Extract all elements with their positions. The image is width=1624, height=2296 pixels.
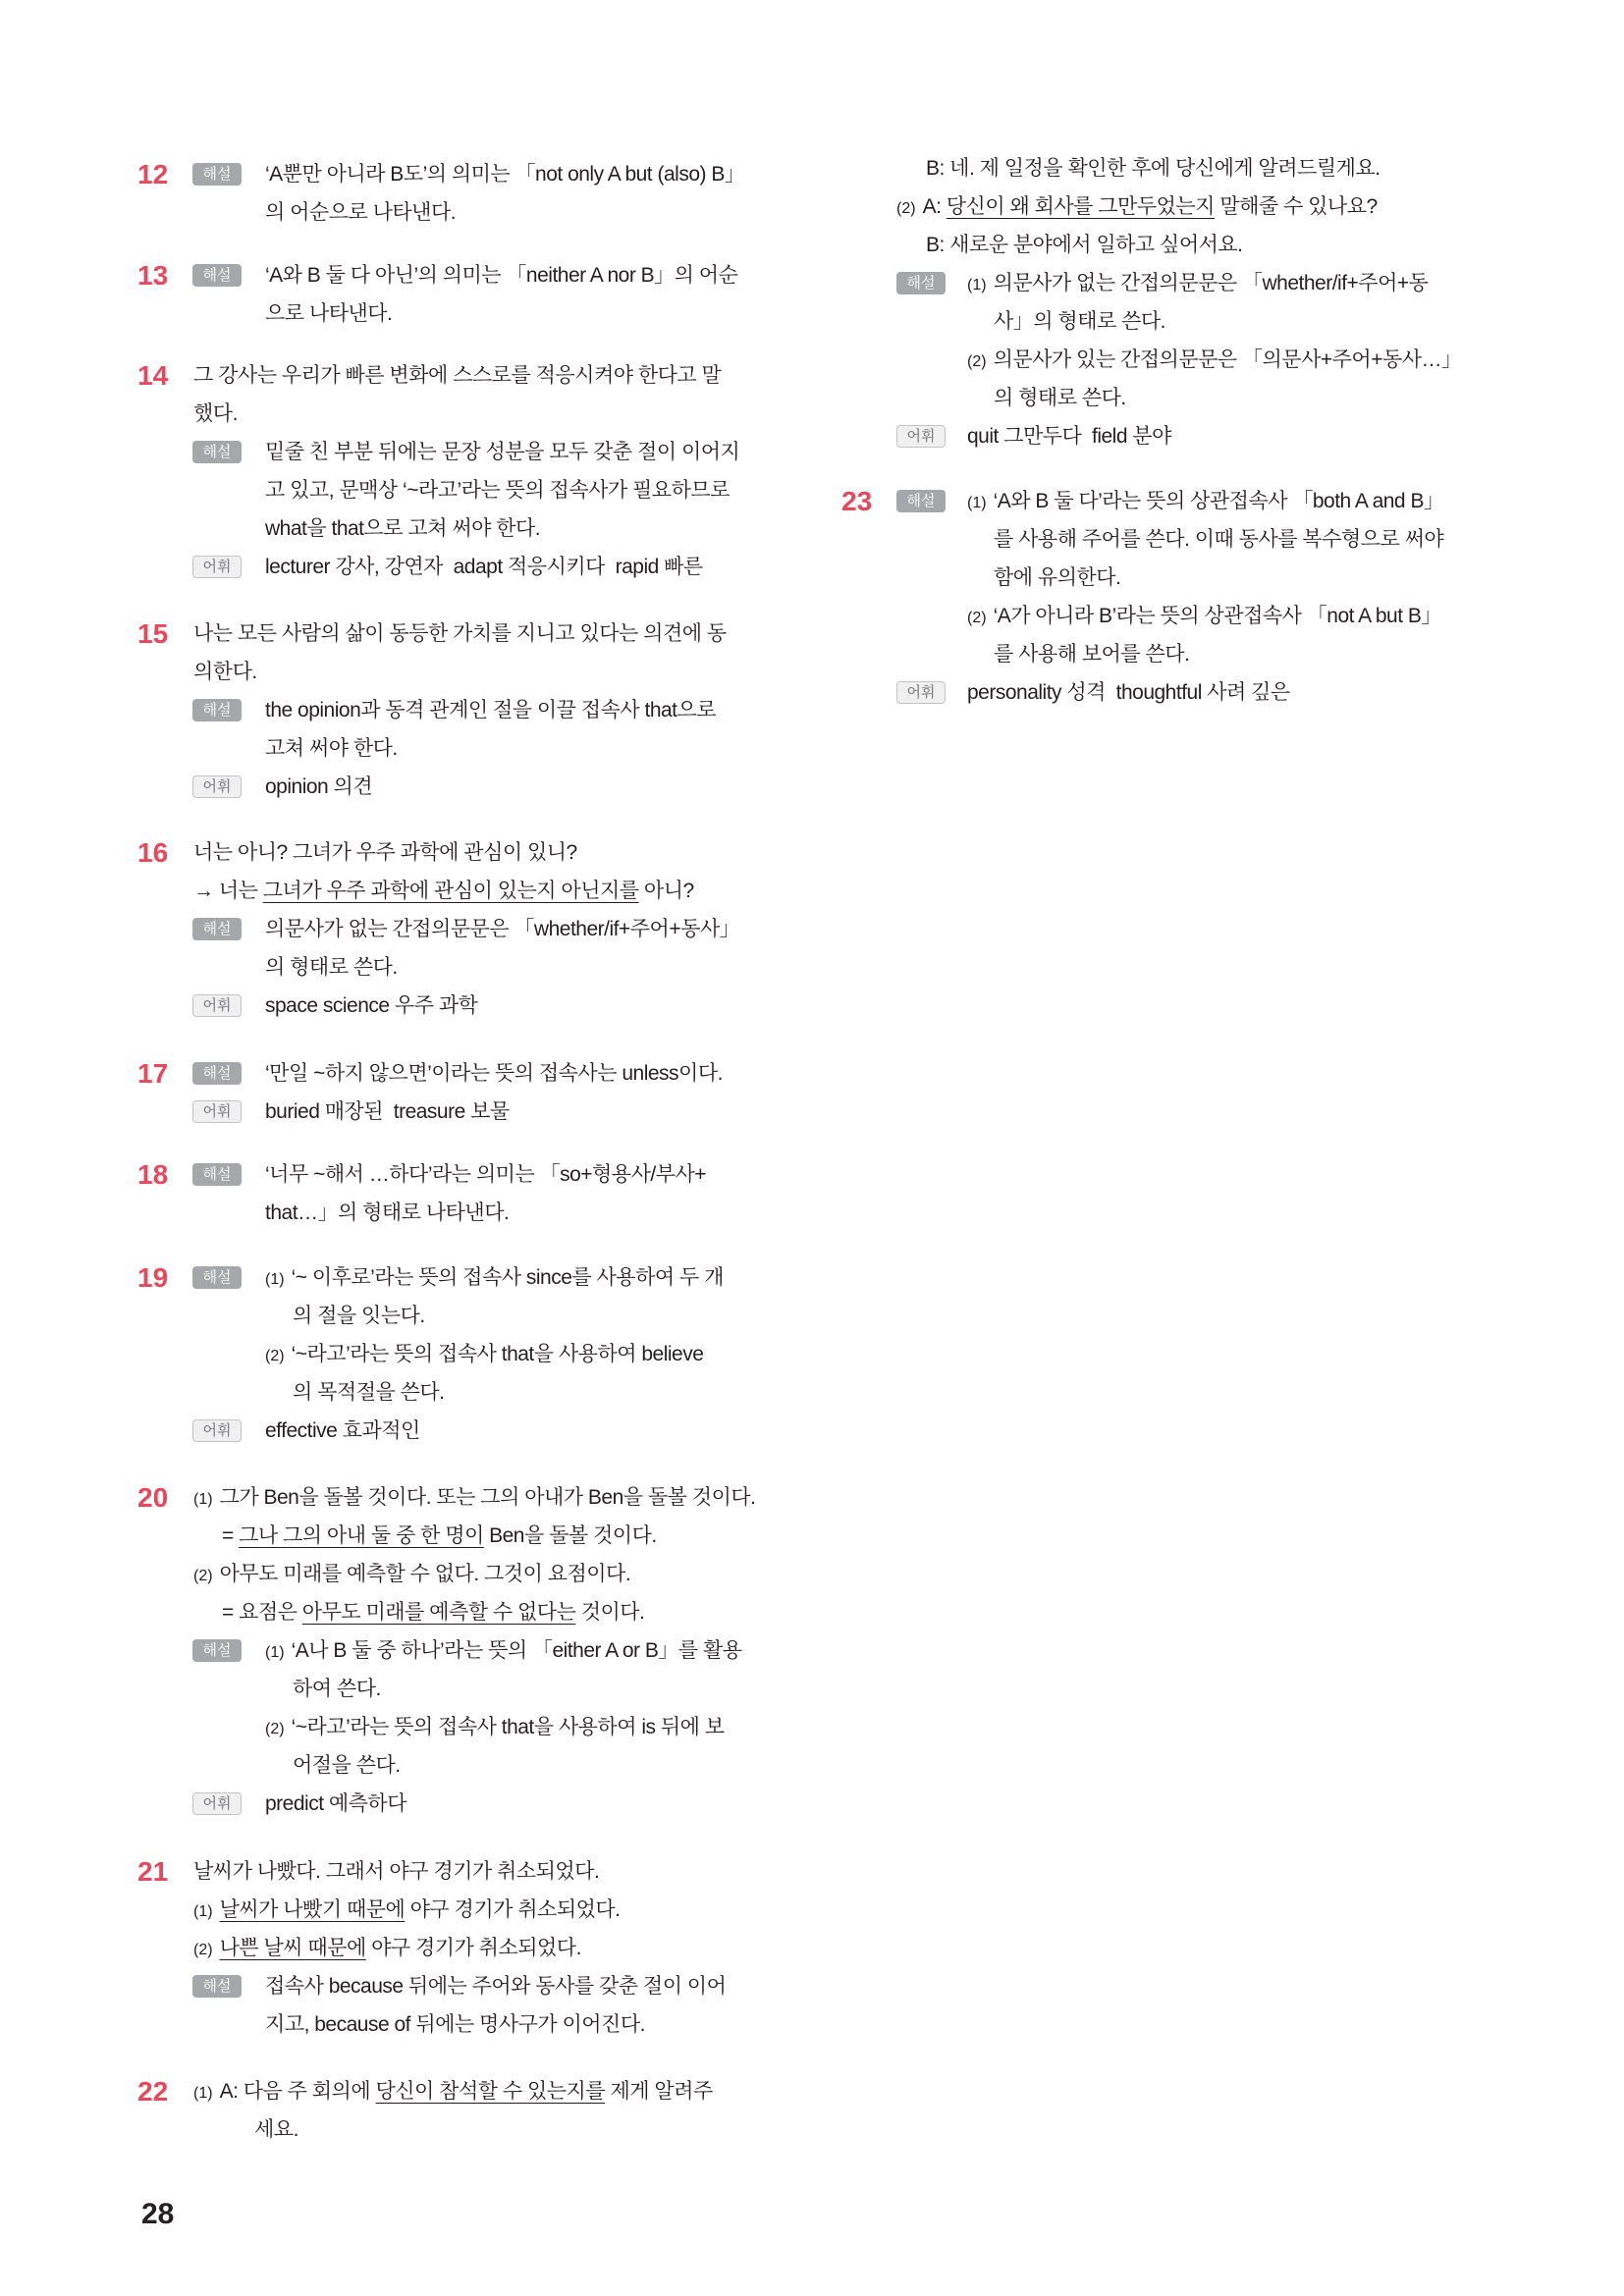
explanation-badge: 해설 <box>192 264 242 287</box>
explanation-text: ‘A나 B 둘 중 하나’라는 뜻의 「either A or B」를 활용 <box>291 1639 742 1662</box>
answer-line <box>137 548 825 586</box>
vocabulary-text: lecturer 강사, 강연자 adapt 적응시키다 rapid 빠른 <box>265 556 703 578</box>
answer-item-21 <box>137 1852 825 2044</box>
answer-line <box>841 597 1519 635</box>
answer-line <box>137 1373 825 1412</box>
item-label: (2) <box>265 1348 285 1364</box>
item-label: (1) <box>193 1903 213 1920</box>
dialogue-continued: 세요. <box>254 2118 298 2141</box>
sentence-prefix: → 너는 <box>193 880 263 902</box>
speaker-label: A: <box>219 2080 239 2103</box>
explanation-text: ‘만일 ~하지 않으면’이라는 뜻의 접속사는 unless이다. <box>265 1062 723 1085</box>
answer-line <box>137 1631 825 1670</box>
question-number: 14 <box>137 360 169 391</box>
explanation-text: 의문사가 있는 간접의문문은 「의문사+주어+동사…」 <box>993 348 1462 371</box>
vocabulary-text: effective 효과적인 <box>265 1419 420 1442</box>
question-number: 12 <box>137 159 169 189</box>
answer-line <box>841 187 1519 226</box>
answer-line <box>137 1093 825 1131</box>
explanation-text: 접속사 because 뒤에는 주어와 동사를 갖춘 절이 이어 <box>265 1975 727 1998</box>
answer-line <box>137 471 825 509</box>
explanation-text: ‘~라고’라는 뜻의 접속사 that을 사용하여 believe <box>291 1343 704 1365</box>
answer-line <box>841 559 1519 597</box>
item-label: (2) <box>967 610 987 626</box>
vocabulary-text: space science 우주 과학 <box>265 994 478 1017</box>
original-sentence <box>193 1555 630 1595</box>
answer-line <box>137 1194 825 1232</box>
explanation-text: that…」의 형태로 나타낸다. <box>265 1201 510 1224</box>
answer-line <box>841 482 1519 520</box>
underlined-text: 그나 그의 아내 둘 중 한 명이 <box>239 1524 484 1547</box>
item-label: (2) <box>265 1721 285 1737</box>
sentence-suffix: 말해줄 수 있나요? <box>1214 195 1378 218</box>
sentence-prefix: = <box>222 1524 240 1547</box>
answer-line <box>137 256 825 294</box>
explanation-text: ‘너무 ~해서 …하다’라는 의미는 「so+형용사/부사+ <box>265 1163 707 1186</box>
answer-item-17 <box>137 1054 825 1131</box>
answer-item-19 <box>137 1258 825 1450</box>
page-number: 28 <box>141 2198 175 2230</box>
explanation-text: 고 있고, 문맥상 ‘~라고’라는 뜻의 접속사가 필요하므로 <box>265 479 730 502</box>
item-label: (1) <box>193 2085 213 2102</box>
answer-line <box>137 691 825 729</box>
question-number: 22 <box>137 2076 169 2107</box>
answer-line <box>137 833 825 872</box>
translation-text: 그가 Ben을 돌볼 것이다. 또는 그의 아내가 Ben을 돌볼 것이다. <box>219 1486 756 1509</box>
translation-text: 했다. <box>193 402 238 425</box>
answer-line <box>137 1929 825 1967</box>
answer-line <box>137 1555 825 1593</box>
explanation-badge: 해설 <box>192 1975 242 1998</box>
explanation-badge: 해설 <box>192 1639 242 1662</box>
explanation-text: 밑줄 친 부분 뒤에는 문장 성분을 모두 갖춘 절이 이어지 <box>265 441 740 463</box>
sentence-suffix: 아니? <box>638 880 694 902</box>
explanation-text: 의 형태로 쓴다. <box>994 387 1126 409</box>
answer-line <box>137 1258 825 1297</box>
answer-line <box>841 226 1519 264</box>
answer-item-22 <box>137 2072 825 2149</box>
speaker-label: B: <box>926 234 945 256</box>
answer-line <box>137 1478 825 1517</box>
explanation-point <box>265 1708 725 1748</box>
answer-line <box>137 2005 825 2044</box>
question-number: 21 <box>137 1856 169 1887</box>
answer-line <box>137 2110 825 2149</box>
underlined-text: 날씨가 나빴기 때문에 <box>219 1898 406 1921</box>
answer-line <box>137 1852 825 1891</box>
question-number: 15 <box>137 618 169 649</box>
explanation-text: 사」의 형태로 쓴다. <box>994 310 1166 333</box>
answer-item-14 <box>137 356 825 586</box>
answer-item-15 <box>137 614 825 806</box>
item-label: (1) <box>265 1271 285 1288</box>
answer-line <box>841 520 1519 559</box>
explanation-text: 하여 쓴다. <box>293 1678 381 1700</box>
explanation-text: 으로 나타낸다. <box>265 302 393 325</box>
speaker-label: B: <box>926 157 945 180</box>
dialogue-line <box>926 149 1380 187</box>
dialogue-line <box>926 226 1243 264</box>
explanation-text: 함에 유의한다. <box>994 566 1121 589</box>
underlined-text: 나쁜 날씨 때문에 <box>219 1937 366 1959</box>
translation-text: 나는 모든 사람의 삶이 동등한 가치를 지니고 있다는 의견에 동 <box>193 622 727 645</box>
answer-item-16 <box>137 833 825 1025</box>
explanation-text: 의 절을 잇는다. <box>293 1305 425 1327</box>
answer-line <box>137 729 825 768</box>
dialogue-text: 네. 제 일정을 확인한 후에 당신에게 알려드릴게요. <box>944 157 1380 180</box>
combined-sentence <box>193 872 694 910</box>
answer-line <box>841 341 1519 379</box>
question-number: 17 <box>137 1058 169 1089</box>
answer-line <box>137 433 825 471</box>
translation-text: 아무도 미래를 예측할 수 없다. 그것이 요점이다. <box>219 1563 631 1585</box>
explanation-badge: 해설 <box>192 699 242 721</box>
dialogue-line <box>896 187 1378 228</box>
explanation-text: ‘~ 이후로’라는 뜻의 접속사 since를 사용하여 두 개 <box>291 1266 724 1289</box>
sentence-suffix: 야구 경기가 취소되었다. <box>405 1898 621 1921</box>
vocabulary-text: buried 매장된 treasure 보물 <box>265 1100 510 1123</box>
explanation-text: 를 사용해 보어를 쓴다. <box>994 643 1190 666</box>
answer-item-22-continued <box>841 149 1519 455</box>
explanation-text: ‘~라고’라는 뜻의 접속사 that을 사용하여 is 뒤에 보 <box>291 1716 725 1738</box>
answer-line <box>137 1297 825 1335</box>
answer-line <box>137 1593 825 1631</box>
answer-line <box>137 948 825 987</box>
explanation-text: what을 that으로 고쳐 써야 한다. <box>265 517 541 540</box>
answer-item-12 <box>137 155 825 232</box>
answer-item-23 <box>841 482 1519 712</box>
vocabulary-text: personality 성격 thoughtful 사려 깊은 <box>967 681 1290 704</box>
question-number: 13 <box>137 260 169 291</box>
explanation-point <box>967 264 1428 304</box>
answer-line <box>137 987 825 1025</box>
vocabulary-badge: 어휘 <box>192 1419 242 1442</box>
sentence-prefix: = 요점은 <box>222 1601 302 1624</box>
answer-line <box>137 653 825 691</box>
item-label: (2) <box>896 200 916 217</box>
answer-line <box>841 149 1519 187</box>
translation-text: 그 강사는 우리가 빠른 변화에 스스로를 적응시켜야 한다고 말 <box>193 364 722 387</box>
answer-line <box>137 1335 825 1373</box>
answer-line <box>841 264 1519 302</box>
answer-item-13 <box>137 256 825 333</box>
underlined-text: 당신이 참석할 수 있는지를 <box>375 2080 606 2103</box>
vocabulary-text: opinion 의견 <box>265 775 373 798</box>
question-number: 16 <box>137 837 169 868</box>
explanation-text: 의문사가 없는 간접의문문은 「whether/if+주어+동 <box>993 272 1429 294</box>
sentence-suffix: 제게 알려주 <box>605 2080 713 2103</box>
answer-line <box>137 356 825 395</box>
combined-sentence <box>222 1593 644 1631</box>
item-label: (2) <box>193 1942 213 1958</box>
answer-line <box>137 1670 825 1708</box>
answer-line <box>137 1746 825 1785</box>
underlined-text: 그녀가 우주 과학에 관심이 있는지 아닌지를 <box>262 880 639 902</box>
answer-line <box>137 1708 825 1746</box>
vocabulary-badge: 어휘 <box>192 1100 242 1123</box>
answer-line <box>137 1054 825 1093</box>
answer-line <box>841 417 1519 455</box>
explanation-badge: 해설 <box>896 490 946 512</box>
question-number: 18 <box>137 1159 169 1190</box>
item-label: (1) <box>967 277 987 294</box>
answer-line <box>137 155 825 193</box>
answer-line <box>137 1891 825 1929</box>
translation-text: 너는 아니? 그녀가 우주 과학에 관심이 있니? <box>193 841 577 864</box>
vocabulary-badge: 어휘 <box>192 556 242 578</box>
vocabulary-badge: 어휘 <box>896 425 946 448</box>
answer-line <box>137 1517 825 1555</box>
sentence-suffix: 것이다. <box>575 1601 645 1624</box>
vocabulary-badge: 어휘 <box>192 994 242 1017</box>
rewritten-sentence <box>193 1891 621 1931</box>
answer-line <box>137 2072 825 2110</box>
explanation-point <box>967 341 1462 381</box>
answer-line <box>137 872 825 910</box>
vocabulary-text: quit 그만두다 field 분야 <box>967 425 1171 448</box>
explanation-point <box>265 1335 703 1375</box>
rewritten-sentence <box>193 1929 581 1969</box>
question-number: 23 <box>841 486 873 516</box>
vocabulary-badge: 어휘 <box>192 775 242 798</box>
explanation-point <box>967 597 1441 637</box>
vocabulary-text: predict 예측하다 <box>265 1792 407 1815</box>
sentence-prefix: 다음 주 회의에 <box>238 2080 376 2103</box>
explanation-badge: 해설 <box>192 918 242 940</box>
explanation-badge: 해설 <box>192 1163 242 1186</box>
item-label: (1) <box>265 1644 285 1661</box>
answer-line <box>137 1155 825 1194</box>
explanation-text: 의 목적절을 쓴다. <box>293 1381 445 1404</box>
vocabulary-badge: 어휘 <box>896 681 946 704</box>
answer-line <box>137 509 825 548</box>
answer-line <box>137 294 825 333</box>
explanation-text: ‘A뿐만 아니라 B도’의 의미는 「not only A but (also) B」 <box>265 163 745 186</box>
item-label: (1) <box>967 495 987 511</box>
answer-line <box>841 673 1519 712</box>
answer-line <box>137 1967 825 2005</box>
explanation-text: 의 형태로 쓴다. <box>265 956 398 979</box>
question-number: 20 <box>137 1482 169 1513</box>
vocabulary-badge: 어휘 <box>192 1792 242 1815</box>
dialogue-text: 새로운 분야에서 일하고 싶어서요. <box>944 234 1243 256</box>
explanation-text: 를 사용해 주어를 쓴다. 이때 동사를 복수형으로 써야 <box>994 528 1444 551</box>
answer-line <box>137 395 825 433</box>
item-label: (2) <box>193 1568 213 1584</box>
explanation-text: ‘A가 아니라 B’라는 뜻의 상관접속사 「not A but B」 <box>993 605 1441 627</box>
item-label: (1) <box>193 1491 213 1508</box>
answer-line <box>841 302 1519 341</box>
underlined-text: 아무도 미래를 예측할 수 없다는 <box>301 1601 576 1624</box>
explanation-text: 지고, because of 뒤에는 명사구가 이어진다. <box>265 2013 645 2036</box>
answer-line <box>137 910 825 948</box>
translation-text: 날씨가 나빴다. 그래서 야구 경기가 취소되었다. <box>193 1860 600 1883</box>
sentence-suffix: 야구 경기가 취소되었다. <box>365 1937 581 1959</box>
answer-line <box>137 193 825 232</box>
explanation-text: the opinion과 동격 관계인 절을 이끌 접속사 that으로 <box>265 699 717 721</box>
dialogue-line <box>193 2072 713 2112</box>
combined-sentence <box>222 1517 657 1555</box>
explanation-text: ‘A와 B 둘 다 아닌’의 의미는 「neither A nor B」의 어순 <box>265 264 738 287</box>
item-label: (2) <box>967 353 987 370</box>
explanation-badge: 해설 <box>192 1062 242 1085</box>
translation-text: 의한다. <box>193 661 257 683</box>
speaker-label: A: <box>922 195 942 218</box>
explanation-point <box>967 482 1443 522</box>
answer-line <box>137 1785 825 1823</box>
question-number: 19 <box>137 1262 169 1293</box>
answer-line <box>841 635 1519 673</box>
explanation-text: 의문사가 없는 간접의문문은 「whether/if+주어+동사」 <box>265 918 740 940</box>
answer-line <box>137 768 825 806</box>
answer-item-20 <box>137 1478 825 1823</box>
explanation-badge: 해설 <box>192 163 242 186</box>
explanation-badge: 해설 <box>192 1266 242 1289</box>
explanation-badge: 해설 <box>192 441 242 463</box>
explanation-point <box>265 1631 742 1672</box>
original-sentence <box>193 1478 755 1519</box>
underlined-text: 당신이 왜 회사를 그만두었는지 <box>946 195 1215 218</box>
answer-line <box>841 379 1519 417</box>
explanation-badge: 해설 <box>896 272 946 294</box>
explanation-text: ‘A와 B 둘 다’라는 뜻의 상관접속사 「both A and B」 <box>993 490 1444 512</box>
explanation-text: 어절을 쓴다. <box>293 1754 401 1777</box>
answer-line <box>137 1412 825 1450</box>
explanation-text: 의 어순으로 나타낸다. <box>265 201 457 224</box>
sentence-suffix: Ben을 돌볼 것이다. <box>483 1524 657 1547</box>
answer-line <box>137 614 825 653</box>
explanation-point <box>265 1258 724 1299</box>
answer-item-18 <box>137 1155 825 1232</box>
explanation-text: 고쳐 써야 한다. <box>265 737 398 760</box>
